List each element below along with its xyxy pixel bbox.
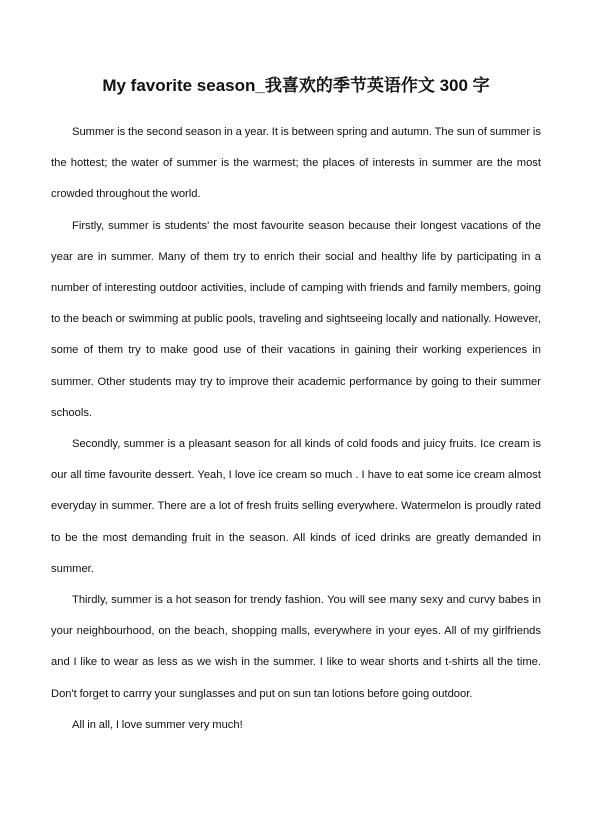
document-title: My favorite season_我喜欢的季节英语作文 300 字: [102, 76, 490, 95]
document-body: [51, 117, 541, 741]
paragraph-intro: Summer is the second season in a year. It is between spring and autumn. The sun of summer is the hottest; the water of summer is the warmest; the places of interests in summer are the most crowded throughout the world.: [51, 126, 541, 201]
paragraph-firstly: Firstly, summer is students' the most favourite season because their longest vacations of the year are in summer. Many of them try to enrich their social and healthy life by participating in a number of interesting outdoor activities, include of camping with friends and family members, going to the beach or swimming at public pools, traveling and sightseeing locally and nationally. However, some of them try to make good use of their vacations in gaining their working experiences in summer. Other students may try to improve their academic performance by going to their summer schools.: [51, 219, 541, 419]
paragraph-secondly: Secondly, summer is a pleasant season for all kinds of cold foods and juicy fruits. Ice cream is our all time favourite dessert. Yeah, I love ice cream so much . I have to eat some ice cream almost everyday in summer. There are a lot of fresh fruits selling everywhere. Watermelon is proudly rated to be the most demanding fruit in the season. All kinds of iced drinks are greatly demanded in summer.: [51, 438, 541, 575]
paragraph-conclusion: All in all, I love summer very much!: [72, 718, 243, 731]
paragraph-thirdly: Thirdly, summer is a hot season for trendy fashion. You will see many sexy and curvy babes in your neighbourhood, on the beach, shopping malls, everywhere in your eyes. All of my girlfriends and I like to wear as less as we wish in the summer. I like to wear shorts and t-shirts all the time. Don't forget to carrry your sunglasses and put on sun tan lotions before going outdoor.: [51, 594, 541, 700]
